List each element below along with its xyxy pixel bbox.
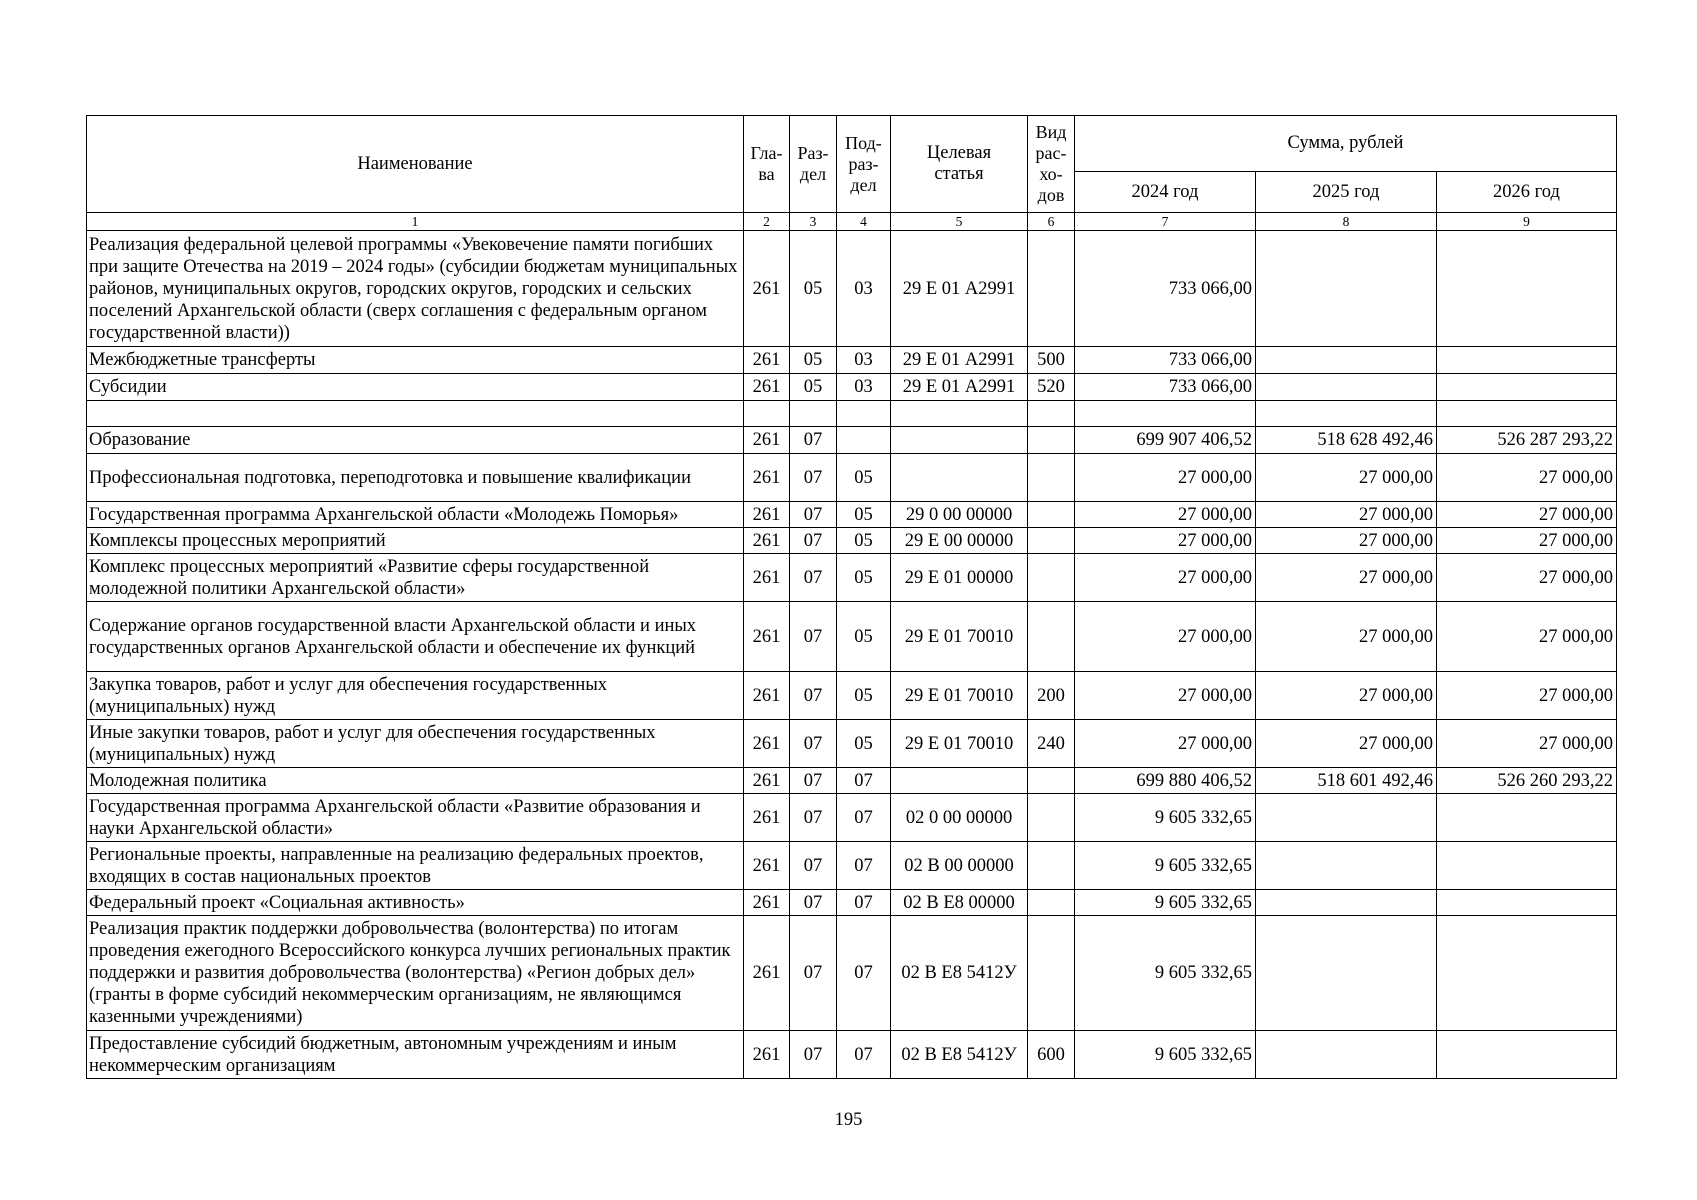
row-glava: 261: [744, 916, 790, 1031]
row-amount-2026: [1437, 1031, 1617, 1079]
row-name: Образование: [87, 427, 744, 454]
row-tselevaya: [891, 401, 1028, 427]
row-vid: [1028, 502, 1075, 528]
row-razdel: [790, 401, 837, 427]
row-glava: 261: [744, 554, 790, 602]
row-name: Государственная программа Архангельской области «Молодежь Поморья»: [87, 502, 744, 528]
row-amount-2025: [1256, 347, 1437, 374]
row-amount-2024: 27 000,00: [1075, 554, 1256, 602]
row-razdel: 07: [790, 768, 837, 794]
row-podrazdel: 03: [837, 347, 891, 374]
row-amount-2025: [1256, 916, 1437, 1031]
row-vid: [1028, 454, 1075, 502]
row-amount-2026: 27 000,00: [1437, 602, 1617, 672]
row-tselevaya: 02 В Е8 00000: [891, 890, 1028, 916]
table-row: [87, 502, 1617, 528]
table-row: [87, 890, 1617, 916]
row-amount-2025: [1256, 794, 1437, 842]
row-amount-2024: 9 605 332,65: [1075, 1031, 1256, 1079]
row-vid: 600: [1028, 1031, 1075, 1079]
row-podrazdel: 05: [837, 454, 891, 502]
row-podrazdel: 05: [837, 554, 891, 602]
row-amount-2024: 9 605 332,65: [1075, 842, 1256, 890]
row-amount-2024: 27 000,00: [1075, 528, 1256, 554]
column-number: 8: [1256, 213, 1437, 231]
row-amount-2026: [1437, 374, 1617, 401]
row-glava: 261: [744, 427, 790, 454]
row-name: Комплекс процессных мероприятий «Развитие сферы государственной молодежной политики Архангельской области»: [87, 554, 744, 602]
row-tselevaya: 29 Е 01 70010: [891, 720, 1028, 768]
table-row: [87, 1031, 1617, 1079]
column-number: 3: [790, 213, 837, 231]
row-razdel: 07: [790, 602, 837, 672]
row-tselevaya: 29 Е 00 00000: [891, 528, 1028, 554]
row-tselevaya: 29 Е 01 А2991: [891, 347, 1028, 374]
row-amount-2025: 518 601 492,46: [1256, 768, 1437, 794]
table-row: [87, 347, 1617, 374]
column-number: 5: [891, 213, 1028, 231]
table-row: [87, 794, 1617, 842]
row-name: Межбюджетные трансферты: [87, 347, 744, 374]
row-tselevaya: [891, 454, 1028, 502]
row-amount-2026: [1437, 401, 1617, 427]
row-amount-2024: 699 880 406,52: [1075, 768, 1256, 794]
row-razdel: 07: [790, 720, 837, 768]
row-podrazdel: 05: [837, 502, 891, 528]
row-amount-2026: 526 260 293,22: [1437, 768, 1617, 794]
row-name: Иные закупки товаров, работ и услуг для обеспечения государственных (муниципальных) нужд: [87, 720, 744, 768]
row-podrazdel: 07: [837, 794, 891, 842]
row-amount-2024: 27 000,00: [1075, 720, 1256, 768]
row-amount-2026: 27 000,00: [1437, 528, 1617, 554]
row-amount-2025: [1256, 401, 1437, 427]
header-year-2024: 2024 год: [1075, 172, 1256, 213]
row-vid: 500: [1028, 347, 1075, 374]
row-glava: 261: [744, 502, 790, 528]
row-podrazdel: 03: [837, 231, 891, 347]
row-razdel: 07: [790, 842, 837, 890]
row-vid: [1028, 554, 1075, 602]
row-amount-2025: 27 000,00: [1256, 672, 1437, 720]
row-amount-2026: [1437, 916, 1617, 1031]
row-name: Субсидии: [87, 374, 744, 401]
row-amount-2024: 9 605 332,65: [1075, 794, 1256, 842]
row-podrazdel: 03: [837, 374, 891, 401]
row-amount-2025: 27 000,00: [1256, 528, 1437, 554]
table-body: [87, 231, 1617, 1079]
row-amount-2024: 27 000,00: [1075, 454, 1256, 502]
row-amount-2025: [1256, 842, 1437, 890]
row-amount-2026: 27 000,00: [1437, 454, 1617, 502]
row-vid: [1028, 602, 1075, 672]
row-tselevaya: 29 Е 01 70010: [891, 672, 1028, 720]
row-name: Комплексы процессных мероприятий: [87, 528, 744, 554]
row-podrazdel: 07: [837, 842, 891, 890]
row-name: Содержание органов государственной власти Архангельской области и иных государственных органов Архангельской области и обеспечение их функций: [87, 602, 744, 672]
row-vid: 240: [1028, 720, 1075, 768]
column-number: 1: [87, 213, 744, 231]
header-razdel: Раз- дел: [790, 116, 837, 213]
row-tselevaya: [891, 768, 1028, 794]
row-amount-2024: 733 066,00: [1075, 374, 1256, 401]
row-podrazdel: 07: [837, 916, 891, 1031]
table-row: [87, 554, 1617, 602]
row-vid: [1028, 427, 1075, 454]
row-tselevaya: 29 Е 01 70010: [891, 602, 1028, 672]
row-razdel: 07: [790, 528, 837, 554]
row-vid: 200: [1028, 672, 1075, 720]
row-name: Закупка товаров, работ и услуг для обеспечения государственных (муниципальных) нужд: [87, 672, 744, 720]
row-amount-2025: [1256, 1031, 1437, 1079]
row-razdel: 07: [790, 672, 837, 720]
row-vid: [1028, 916, 1075, 1031]
header-year-2026: 2026 год: [1437, 172, 1617, 213]
table-row: [87, 454, 1617, 502]
row-glava: 261: [744, 454, 790, 502]
row-vid: [1028, 528, 1075, 554]
row-razdel: 07: [790, 554, 837, 602]
row-amount-2025: 27 000,00: [1256, 602, 1437, 672]
row-amount-2024: 699 907 406,52: [1075, 427, 1256, 454]
header-summa: Сумма, рублей: [1075, 116, 1617, 172]
row-name: Предоставление субсидий бюджетным, автономным учреждениям и иным некоммерческим организациям: [87, 1031, 744, 1079]
row-tselevaya: 29 0 00 00000: [891, 502, 1028, 528]
row-amount-2026: [1437, 794, 1617, 842]
table-row: [87, 916, 1617, 1031]
row-name: Профессиональная подготовка, переподготовка и повышение квалификации: [87, 454, 744, 502]
row-glava: 261: [744, 794, 790, 842]
row-glava: [744, 401, 790, 427]
row-amount-2025: [1256, 231, 1437, 347]
row-podrazdel: 05: [837, 602, 891, 672]
row-razdel: 05: [790, 347, 837, 374]
row-amount-2026: [1437, 842, 1617, 890]
row-glava: 261: [744, 720, 790, 768]
row-glava: 261: [744, 347, 790, 374]
row-vid: [1028, 794, 1075, 842]
row-razdel: 07: [790, 890, 837, 916]
row-podrazdel: [837, 401, 891, 427]
header-year-2025: 2025 год: [1256, 172, 1437, 213]
row-tselevaya: [891, 427, 1028, 454]
row-amount-2025: [1256, 890, 1437, 916]
row-name: Региональные проекты, направленные на реализацию федеральных проектов, входящих в состав национальных проектов: [87, 842, 744, 890]
row-name: [87, 401, 744, 427]
row-amount-2025: 518 628 492,46: [1256, 427, 1437, 454]
row-glava: 261: [744, 768, 790, 794]
header-vid: Вид рас- хо- дов: [1028, 116, 1075, 213]
row-glava: 261: [744, 374, 790, 401]
header-name: Наименование: [87, 116, 744, 213]
table-row: [87, 842, 1617, 890]
row-razdel: 07: [790, 427, 837, 454]
row-amount-2024: 733 066,00: [1075, 347, 1256, 374]
row-amount-2025: 27 000,00: [1256, 554, 1437, 602]
row-name: Молодежная политика: [87, 768, 744, 794]
table-row: [87, 602, 1617, 672]
row-name: Реализация практик поддержки добровольчества (волонтерства) по итогам проведения ежегодного Всероссийского конкурса лучших региональных практик поддержки и развития добровольчества (волонтерства) «Регион добрых дел» (гранты в форме субсидий некоммерческим организациям, не являющимся казенными учреждениями): [87, 916, 744, 1031]
row-razdel: 07: [790, 454, 837, 502]
row-razdel: 07: [790, 916, 837, 1031]
row-amount-2026: [1437, 890, 1617, 916]
row-glava: 261: [744, 528, 790, 554]
row-amount-2024: 27 000,00: [1075, 672, 1256, 720]
table-row: [87, 401, 1617, 427]
header-podrazdel: Под- раз- дел: [837, 116, 891, 213]
row-tselevaya: 02 В Е8 5412У: [891, 1031, 1028, 1079]
row-glava: 261: [744, 890, 790, 916]
row-razdel: 05: [790, 231, 837, 347]
row-amount-2024: [1075, 401, 1256, 427]
column-number: 9: [1437, 213, 1617, 231]
row-razdel: 07: [790, 794, 837, 842]
row-tselevaya: 29 Е 01 А2991: [891, 231, 1028, 347]
column-number: 4: [837, 213, 891, 231]
table-row: [87, 720, 1617, 768]
row-razdel: 07: [790, 1031, 837, 1079]
row-razdel: 07: [790, 502, 837, 528]
row-amount-2025: 27 000,00: [1256, 720, 1437, 768]
row-name: Федеральный проект «Социальная активность»: [87, 890, 744, 916]
row-amount-2026: 27 000,00: [1437, 554, 1617, 602]
row-podrazdel: 07: [837, 768, 891, 794]
column-number: 2: [744, 213, 790, 231]
row-amount-2024: 9 605 332,65: [1075, 890, 1256, 916]
row-podrazdel: 05: [837, 672, 891, 720]
row-tselevaya: 02 В Е8 5412У: [891, 916, 1028, 1031]
row-vid: [1028, 842, 1075, 890]
header-tselevaya: Целевая статья: [891, 116, 1028, 213]
row-tselevaya: 02 0 00 00000: [891, 794, 1028, 842]
row-tselevaya: 29 Е 01 00000: [891, 554, 1028, 602]
column-number: 6: [1028, 213, 1075, 231]
budget-table: [86, 115, 1617, 1079]
row-amount-2025: 27 000,00: [1256, 502, 1437, 528]
row-glava: 261: [744, 672, 790, 720]
column-number: 7: [1075, 213, 1256, 231]
row-tselevaya: 29 Е 01 А2991: [891, 374, 1028, 401]
row-amount-2026: 27 000,00: [1437, 672, 1617, 720]
row-amount-2024: 27 000,00: [1075, 602, 1256, 672]
row-vid: [1028, 231, 1075, 347]
row-amount-2025: [1256, 374, 1437, 401]
table-row: [87, 427, 1617, 454]
table-row: [87, 768, 1617, 794]
row-name: Реализация федеральной целевой программы «Увековечение памяти погибших при защите Отечества на 2019 – 2024 годы» (субсидии бюджетам муниципальных районов, муниципальных округов, городских округов, городских и сельских поселений Архангельской области (сверх соглашения с федеральным органом государственной власти)): [87, 231, 744, 347]
row-glava: 261: [744, 602, 790, 672]
row-vid: [1028, 768, 1075, 794]
row-name: Государственная программа Архангельской области «Развитие образования и науки Архангельской области»: [87, 794, 744, 842]
row-podrazdel: 05: [837, 720, 891, 768]
row-glava: 261: [744, 842, 790, 890]
row-amount-2026: 27 000,00: [1437, 720, 1617, 768]
row-vid: 520: [1028, 374, 1075, 401]
row-amount-2024: 27 000,00: [1075, 502, 1256, 528]
row-podrazdel: [837, 427, 891, 454]
row-amount-2025: 27 000,00: [1256, 454, 1437, 502]
page-number: 195: [834, 1110, 863, 1130]
row-razdel: 05: [790, 374, 837, 401]
row-podrazdel: 05: [837, 528, 891, 554]
row-tselevaya: 02 В 00 00000: [891, 842, 1028, 890]
row-amount-2026: [1437, 231, 1617, 347]
table-row: [87, 374, 1617, 401]
row-amount-2024: 733 066,00: [1075, 231, 1256, 347]
header-glava: Гла- ва: [744, 116, 790, 213]
column-numbers-row: [87, 213, 1617, 231]
table-row: [87, 231, 1617, 347]
row-amount-2026: 526 287 293,22: [1437, 427, 1617, 454]
row-amount-2024: 9 605 332,65: [1075, 916, 1256, 1031]
row-vid: [1028, 401, 1075, 427]
row-podrazdel: 07: [837, 1031, 891, 1079]
row-amount-2026: [1437, 347, 1617, 374]
row-vid: [1028, 890, 1075, 916]
row-glava: 261: [744, 231, 790, 347]
table-row: [87, 528, 1617, 554]
row-amount-2026: 27 000,00: [1437, 502, 1617, 528]
row-glava: 261: [744, 1031, 790, 1079]
row-podrazdel: 07: [837, 890, 891, 916]
table-row: [87, 672, 1617, 720]
